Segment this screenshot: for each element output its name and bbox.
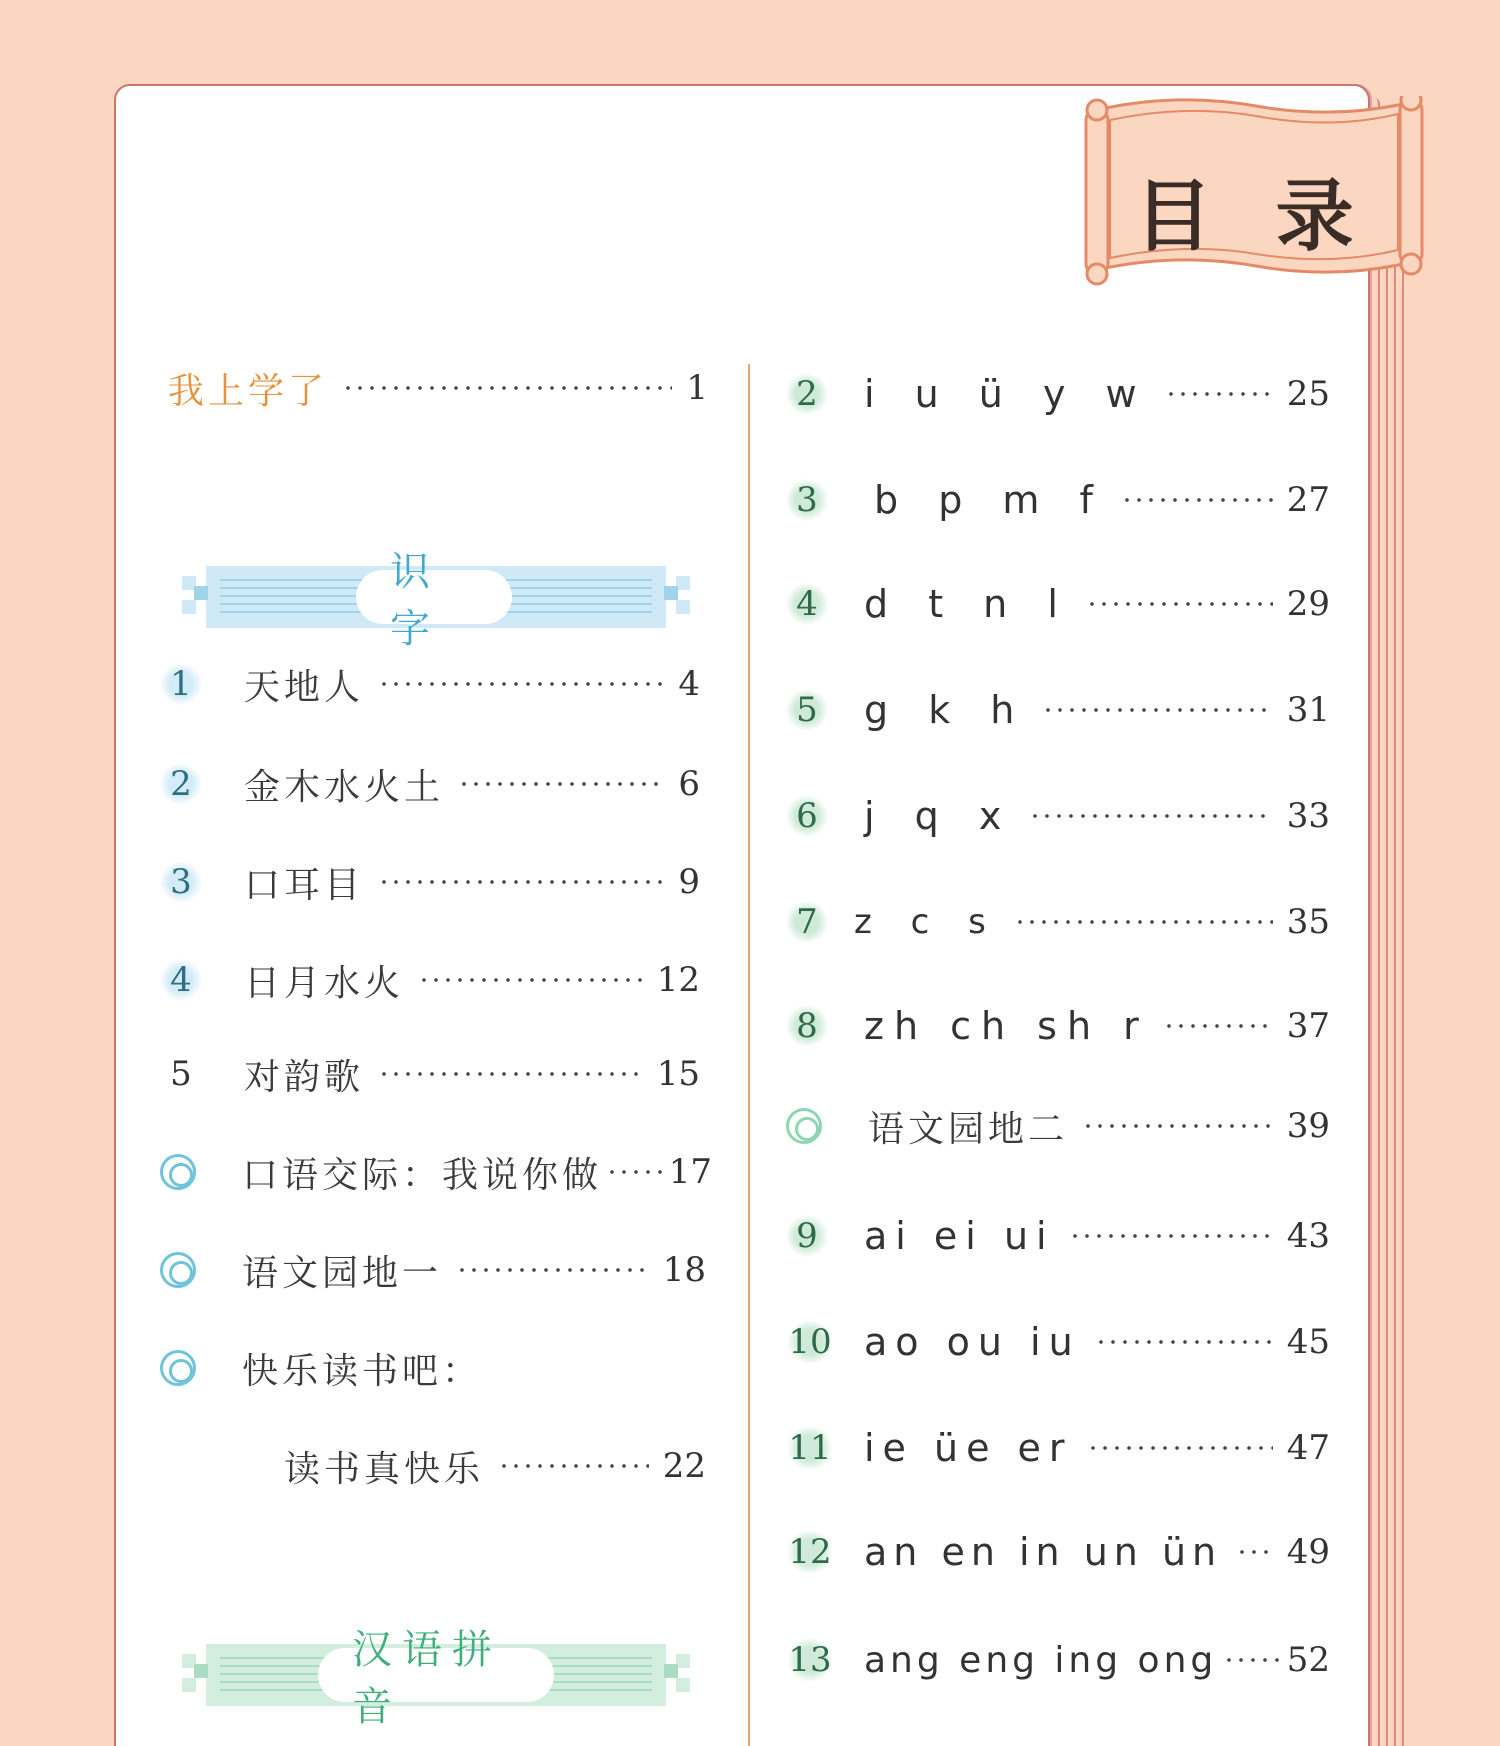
leader-dots — [1042, 708, 1272, 712]
page-number: 31 — [1286, 690, 1330, 730]
page-number: 1 — [686, 368, 708, 408]
leader-dots — [378, 1072, 643, 1076]
lesson-title: d t n l — [864, 582, 1072, 626]
leader-dots — [1069, 1234, 1273, 1238]
leader-dots — [418, 978, 643, 982]
page-number: 45 — [1286, 1322, 1330, 1362]
toc-row[interactable] — [786, 364, 1330, 424]
lesson-title: i u ü y w — [864, 372, 1151, 416]
page-number: 35 — [1286, 902, 1330, 942]
leader-dots — [1029, 814, 1272, 818]
toc-row[interactable] — [786, 1522, 1330, 1582]
lesson-number: 5 — [786, 689, 828, 731]
page-number: 39 — [1286, 1106, 1330, 1146]
leader-dots — [456, 1268, 649, 1272]
toc-row[interactable] — [160, 852, 700, 912]
lesson-number: 13 — [786, 1639, 834, 1681]
lesson-title: j q x — [864, 794, 1016, 838]
toc-row[interactable] — [160, 950, 700, 1010]
leader-dots — [342, 386, 672, 390]
leader-dots — [1082, 1124, 1273, 1128]
toc-row[interactable] — [786, 1206, 1330, 1266]
section-banner-shizi — [180, 549, 692, 652]
leader-dots — [378, 682, 664, 686]
page-number: 15 — [656, 1054, 700, 1094]
lesson-title: ang eng ing ong — [864, 1639, 1218, 1681]
lesson-number: 1 — [160, 663, 202, 705]
lesson-number: 8 — [786, 1005, 828, 1047]
lesson-title: z c s — [854, 902, 1000, 942]
toc-row[interactable] — [786, 574, 1330, 634]
circle-bullet-icon — [786, 1108, 822, 1144]
page-number: 9 — [678, 862, 700, 902]
lesson-title: 金木水火土 — [244, 766, 445, 808]
lesson-number: 9 — [786, 1215, 828, 1257]
leader-dots — [498, 1464, 649, 1468]
toc-row[interactable] — [786, 1630, 1330, 1690]
section-label: 汉语拼音 — [318, 1648, 554, 1702]
lesson-number: 2 — [786, 373, 828, 415]
lesson-number: 3 — [786, 479, 828, 521]
toc-row[interactable] — [786, 1312, 1330, 1372]
lesson-title: g k h — [864, 688, 1029, 732]
lesson-number: 4 — [786, 583, 828, 625]
page-edge — [1396, 122, 1404, 1746]
lesson-title: ie üe er — [864, 1426, 1073, 1470]
leader-dots — [1223, 1658, 1280, 1662]
toc-row[interactable] — [786, 680, 1330, 740]
lesson-number: 11 — [786, 1427, 834, 1469]
lesson-number: 4 — [160, 959, 202, 1001]
leader-dots — [1236, 1550, 1273, 1554]
lesson-title: 语文园地一 — [242, 1252, 443, 1294]
section-banner-pinyin — [180, 1627, 692, 1730]
circle-bullet-icon — [160, 1154, 196, 1190]
lesson-title: 口语交际：我说你做 — [242, 1154, 603, 1196]
leader-dots — [1095, 1340, 1273, 1344]
lesson-title: 读书真快乐 — [284, 1448, 485, 1490]
lesson-title: ao ou iu — [864, 1320, 1081, 1364]
intro-title: 我上学了 — [168, 370, 329, 412]
toc-title: 目 录 — [1134, 172, 1372, 262]
lesson-title: zh ch sh r — [864, 1004, 1149, 1048]
leader-dots — [378, 880, 664, 884]
page-number: 37 — [1286, 1006, 1330, 1046]
lesson-number: 7 — [786, 901, 828, 943]
toc-row[interactable] — [160, 1240, 706, 1300]
lesson-number: 6 — [786, 795, 828, 837]
page-number: 33 — [1286, 796, 1330, 836]
toc-row[interactable] — [786, 786, 1330, 846]
lesson-title: 对韵歌 — [244, 1056, 365, 1098]
toc-row[interactable] — [160, 1044, 700, 1104]
page-edge — [1388, 114, 1396, 1746]
toc-row[interactable] — [786, 892, 1330, 952]
page-edge — [1372, 98, 1380, 1746]
toc-row[interactable] — [786, 996, 1330, 1056]
toc-row[interactable] — [160, 1338, 700, 1398]
page-number: 27 — [1286, 480, 1330, 520]
page-number: 49 — [1286, 1532, 1330, 1572]
page-number: 25 — [1286, 374, 1330, 414]
toc-row[interactable] — [160, 754, 700, 814]
lesson-title: 语文园地二 — [868, 1108, 1069, 1150]
lesson-title: b p m f — [874, 478, 1107, 522]
lesson-number: 2 — [160, 763, 202, 805]
leader-dots — [1163, 1024, 1273, 1028]
page-number: 47 — [1286, 1428, 1330, 1468]
leader-dots — [1014, 920, 1273, 924]
lesson-number: 12 — [786, 1531, 834, 1573]
toc-intro-row[interactable] — [168, 358, 708, 418]
leader-dots — [606, 1170, 665, 1174]
toc-scroll-banner — [1076, 96, 1430, 292]
page-number: 29 — [1286, 584, 1330, 624]
lesson-title: ai ei ui — [864, 1214, 1055, 1258]
page-number: 12 — [656, 960, 700, 1000]
page-number: 52 — [1286, 1640, 1330, 1680]
toc-row[interactable] — [786, 470, 1330, 530]
lesson-title: 快乐读书吧： — [242, 1350, 483, 1392]
page-number: 22 — [662, 1446, 706, 1486]
leader-dots — [1165, 392, 1273, 396]
section-label: 识字 — [356, 570, 512, 624]
page-edge — [1380, 106, 1388, 1746]
lesson-title: 天地人 — [244, 666, 365, 708]
toc-row[interactable] — [786, 1096, 1330, 1156]
toc-row[interactable] — [786, 1418, 1330, 1478]
lesson-title: 日月水火 — [244, 962, 405, 1004]
column-divider — [748, 364, 750, 1746]
leader-dots — [458, 782, 664, 786]
lesson-number: 3 — [160, 861, 202, 903]
circle-bullet-icon — [160, 1252, 196, 1288]
leader-dots — [1086, 602, 1273, 606]
page-number: 43 — [1286, 1216, 1330, 1256]
circle-bullet-icon — [160, 1350, 196, 1386]
page-number: 17 — [668, 1152, 712, 1192]
lesson-number: 5 — [170, 1054, 192, 1094]
page-number: 6 — [678, 764, 700, 804]
page-number: 18 — [662, 1250, 706, 1290]
leader-dots — [1121, 498, 1273, 502]
leader-dots — [1087, 1446, 1273, 1450]
toc-row[interactable] — [160, 1142, 712, 1202]
lesson-title: 口耳目 — [244, 864, 365, 906]
lesson-title: an en in un ün — [864, 1530, 1223, 1574]
page-number: 4 — [678, 664, 700, 704]
lesson-number: 10 — [786, 1321, 834, 1363]
toc-row[interactable] — [160, 654, 700, 714]
toc-row[interactable] — [284, 1436, 706, 1496]
